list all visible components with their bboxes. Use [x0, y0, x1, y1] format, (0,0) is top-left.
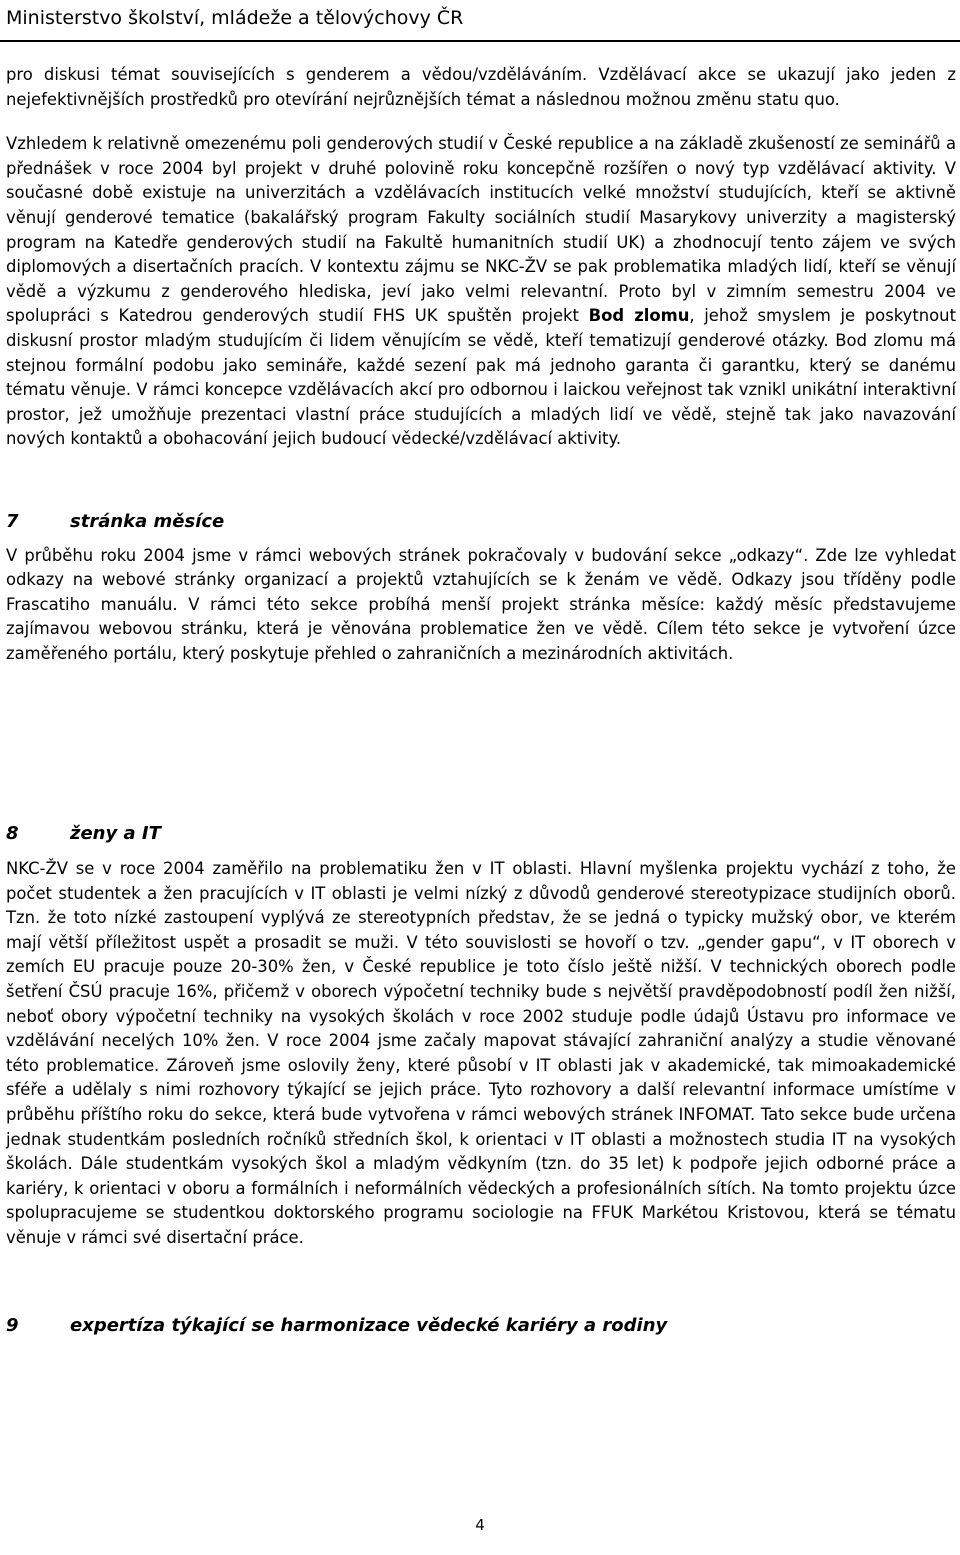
section-7-number: 7 [6, 510, 19, 532]
section-7-heading [6, 510, 956, 535]
section-8-paragraph: NKC-ŽV se v roce 2004 zaměřilo na problematiku žen v IT oblasti. Hlavní myšlenka projektu vychází z toho, že počet studentek a žen pracujících v IT oblasti je velmi nízký z důvodů genderové stereotypizace studijních oborů. Tzn. že toto nízké zastoupení vyplývá ze stereotypních představ, že se jedná o typicky mužský obor, ve kterém mají větší příležitost uspět a prosadit se muži. V této souvislosti se hovoří o tzv. „gender gapu“, v IT oborech v zemích EU pracuje pouze 20-30% žen, v České republice je toto číslo ještě nižší. V technických oborech podle šetření ČSÚ pracuje 16%, přičemž v oborech výpočetní techniky bude s největší pravděpodobností podíl žen nižší, neboť obory výpočetní techniky na vysokých školách v roce 2002 studuje podle údajů Ústavu pro informace ve vzdělávání necelých 10% žen. V roce 2004 jsme začaly mapovat stávající zahraniční analýzy a studie věnované této problematice. Zároveň jsme oslovily ženy, které působí v IT oblasti jak v akademické, tak mimoakademické sféře a udělaly s nimi rozhovory týkající se jejich práce. Tyto rozhovory a další relevantní informace umístíme v průběhu příštího roku do sekce, která bude vytvořena v rámci webových stránek INFOMAT. Tato sekce bude určena jednak studentkám posledních ročníků středních škol, k orientaci v IT oblasti a možnostech studia IT na vysokých školách. Dále studentkám vysokých škol a mladým vědkyním (tzn. do 35 let) k podpoře jejich odborné práce a kariéry, k orientaci v oboru a formálních i neformálních vědeckých a profesionálních sítích. Na tomto projektu úzce spolupracujeme se studentkou doktorského programu sociologie na FFUK Markétou Kristovou, která se tématu věnuje v rámci své disertační práce. [6, 859, 956, 1247]
ministry-title: Ministerstvo školství, mládeže a tělovýchovy ČR [6, 7, 464, 29]
bod-zlomu-text-b: , jehož smyslem je poskytnout diskusní prostor mladým studujícím či lidem věnujícím se vědě, kteří tematizují genderové otázky. Bod zlomu má stejnou formální podobu jako semináře, každé sezení pak má jednoho garanta či garantku, který se danému tématu věnuje. V rámci koncepce vzdělávacích akcí pro odbornou i laickou veřejnost tak vznikl unikátní interaktivní prostor, jež umožňuje prezentaci vlastní práce studujících a mladých lidí ve vědě, stejně tak jako navazování nových kontaktů a obohacování jejich budoucí vědecké/vzdělávací aktivity. [6, 306, 956, 449]
intro-paragraph: pro diskusi témat souvisejících s genderem a vědou/vzděláváním. Vzdělávací akce se ukazují jako jeden z nejefektivnějších prostředků pro otevírání nejrůznějších témat a následnou možnou změnu statu quo. [6, 65, 956, 109]
section-9-heading [6, 1314, 956, 1339]
bod-zlomu-paragraph [6, 132, 956, 452]
document-header [6, 6, 954, 30]
bod-zlomu-bold: Bod zlomu [588, 306, 690, 326]
section-8-number: 8 [6, 823, 19, 845]
section-7-paragraph: V průběhu roku 2004 jsme v rámci webových stránek pokračovaly v budování sekce „odkazy“. Zde lze vyhledat odkazy na webové stránky organizací a projektů vztahujících se k ženám ve vědě. Odkazy jsou tříděny podle Frascatiho manuálu. V rámci této sekce probíhá menší projekt stránka měsíce: každý měsíc představujeme zajímavou webovou stránku, která je věnována problematice žen ve vědě. Cílem této sekce je vytvoření úzce zaměřeného portálu, který poskytuje přehled o zahraničních a mezinárodních aktivitách. [6, 545, 956, 663]
section-7-title: stránka měsíce [70, 510, 225, 532]
section-9-title: expertíza týkající se harmonizace vědecké kariéry a rodiny [70, 1314, 668, 1336]
section-8-title: ženy a IT [70, 823, 161, 845]
document-body [6, 63, 956, 1338]
header-divider [0, 40, 960, 42]
page-number: 4 [475, 1516, 485, 1534]
bod-zlomu-text-a: Vzhledem k relativně omezenému poli genderových studií v České republice a na základě zkušeností ze seminářů a přednášek v roce 2004 byl projekt v druhé polovině roku koncepčně rozšířen o nový typ vzdělávací aktivity. V současné době existuje na univerzitách a vzdělávacích institucích velké množství studujících, kteří se aktivně věnují genderové tematice (bakalářský program Fakulty sociálních studií Masarykovy univerzity a magisterský program na Katedře genderových studií na Fakultě humanitních studií UK) a zhodnocují tento zájem ve svých diplomových a disertačních pracích. V kontextu zájmu se NKC-ŽV se pak problematika mladých lidí, kteří se věnují vědě a výzkumu z genderového hlediska, jeví jako velmi relevantní. Proto byl v zimním semestru 2004 ve spolupráci s Katedrou genderových studií FHS UK spuštěn projekt [6, 134, 956, 326]
section-9-number: 9 [6, 1314, 19, 1336]
section-8-heading [6, 822, 956, 847]
